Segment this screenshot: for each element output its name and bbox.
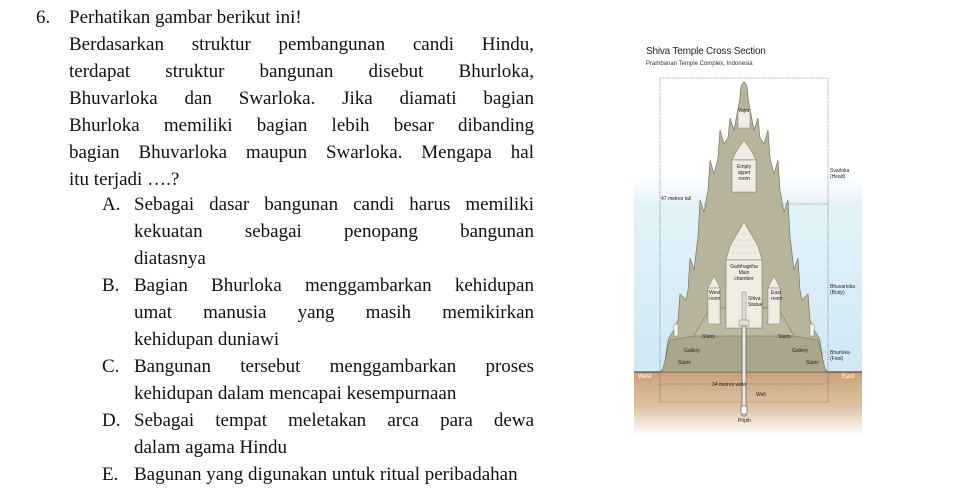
question-heading: Perhatikan gambar berikut ini! [69, 7, 302, 28]
option-text: dalam agama Hindu [134, 437, 288, 458]
option-b[interactable] [102, 272, 534, 353]
label-stairs-west-upper: Stairs [702, 334, 715, 340]
label-swarloka: Svarloka (Head) [830, 168, 850, 180]
label-gallery-west: Gallery [684, 348, 700, 354]
option-text: Sebagai tempat meletakan arca para dewa [134, 410, 534, 431]
temple-cross-section-figure [634, 40, 862, 436]
label-pripih: Pripih [738, 418, 751, 424]
label-width: 34 metres wide [712, 382, 746, 388]
figure-title: Shiva Temple Cross Section [646, 46, 766, 57]
label-east: East [842, 374, 855, 380]
figure-subtitle: Prambanan Temple Complex, Indonesia [646, 61, 753, 67]
stem-line: Bhurloka memiliki bagian lebih besar dibanding [69, 115, 534, 136]
answer-options [102, 191, 534, 488]
option-c[interactable] [102, 353, 534, 407]
option-text: diatasnya [134, 248, 206, 269]
question-number: 6. [36, 7, 51, 28]
label-east-room: East room [771, 290, 783, 302]
option-letter: B. [102, 275, 120, 296]
stem-line: terdapat struktur bangunan disebut Bhurloka, [69, 61, 534, 82]
stem-line: bagian Bhuvarloka maupun Swarloka. Mengapa hal [69, 142, 534, 163]
label-bhurloka: Bhurloka (Foot) [830, 350, 850, 362]
label-well: Well [756, 392, 766, 398]
option-letter: E. [102, 464, 119, 485]
question-stem [69, 31, 534, 193]
option-a[interactable] [102, 191, 534, 272]
option-text: Sebagai dasar bangunan candi harus memiliki [134, 194, 534, 215]
stem-line: Bhuvarloka dan Swarloka. Jika diamati bagian [69, 88, 534, 109]
option-text: umat manusia yang masih memikirkan [134, 302, 534, 323]
label-gallery-east: Gallery [792, 348, 808, 354]
label-shiva-statue: Shiva Statue [748, 296, 763, 308]
label-stairs-west-lower: Stairs [678, 360, 691, 366]
option-letter: C. [102, 356, 120, 377]
label-empty-upper-room: Empty upper room [737, 164, 752, 182]
label-stairs-east-upper: Stairs [778, 334, 791, 340]
option-letter: D. [102, 410, 121, 431]
stem-line: Berdasarkan struktur pembangunan candi Hindu, [69, 34, 534, 55]
option-text: Bangunan tersebut menggambarkan proses [134, 356, 534, 377]
label-height: 47 metres tall [661, 196, 692, 202]
label-stairs-east-lower: Stairs [806, 360, 819, 366]
option-d[interactable] [102, 407, 534, 461]
option-text: Bagian Bhurloka menggambarkan kehidupan [134, 275, 534, 296]
option-e[interactable] [102, 461, 534, 488]
label-bhuvarloka: Bhuvarloka (Body) [830, 284, 856, 296]
option-text: Bagunan yang digunakan untuk ritual peribadahan [134, 464, 518, 485]
option-text: kehidupan duniawi [134, 329, 280, 350]
label-main-chamber: Garbhagriha Main chamber [730, 264, 758, 282]
option-letter: A. [102, 194, 121, 215]
temple-diagram [634, 40, 862, 436]
option-text: kehidupan dalam mencapai kesempurnaan [134, 383, 457, 404]
label-vajra: Vajra [738, 108, 750, 114]
label-west: West [638, 374, 652, 380]
option-text: kekuatan sebagai penopang bangunan [134, 221, 534, 242]
label-west-room: West room [709, 290, 721, 302]
stem-line: itu terjadi ….? [69, 169, 180, 190]
